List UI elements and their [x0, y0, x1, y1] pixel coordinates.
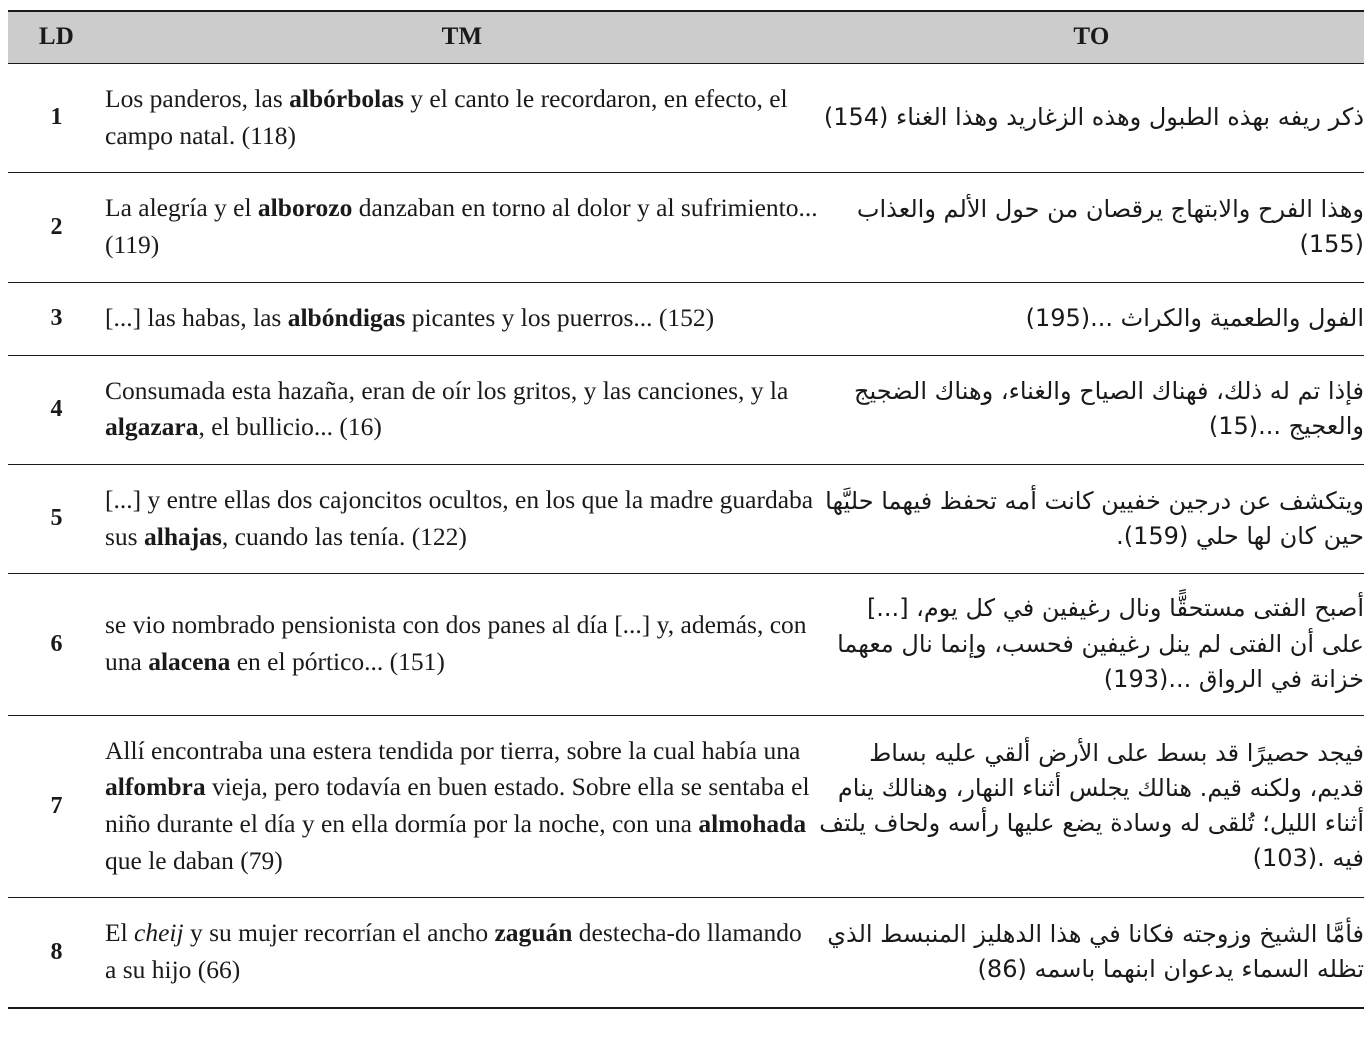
target-text-cell [105, 173, 819, 282]
table-row [8, 898, 1364, 1008]
tm-highlight-term-secondary: almohada [698, 809, 807, 838]
tm-text-mid: vieja, pero todavía en buen estado. Sobre ella se sentaba el niño durante el día y en ella dormía por la noche, con una [105, 772, 810, 838]
tm-highlight-term: alacena [148, 647, 231, 677]
table-row [8, 282, 1364, 355]
tm-text-pre: se vio nombrado pensionista con dos panes al día [...] y, además, con una [105, 610, 807, 677]
column-header-ld: LD [8, 11, 105, 64]
table-header [8, 11, 1364, 64]
tm-text-post: picantes y los puerros... (152) [405, 302, 715, 332]
row-number: 1 [8, 64, 105, 173]
comparison-table-container [8, 10, 1364, 1009]
target-text-cell [105, 715, 819, 898]
tm-text-pre: Los panderos, las [105, 84, 290, 113]
tm-highlight-term: alborozo [257, 193, 353, 223]
tm-text-pre: [...] y entre ellas dos cajoncitos ocultos, en los que la madre guardaba sus [105, 485, 814, 551]
tm-text-pre: [...] las habas, las [105, 302, 288, 332]
tm-text-pre: La alegría y el [105, 193, 258, 223]
tm-text-post: danzaban en torno al dolor y al sufrimiento... (119) [105, 193, 818, 260]
table-row [8, 715, 1364, 898]
column-header-to: TO [819, 11, 1364, 64]
tm-text-post: destecha-do llamando a su hijo (66) [105, 918, 802, 985]
tm-text-pre: El [105, 918, 135, 948]
row-number: 8 [8, 898, 105, 1008]
tm-text-post: que le daban (79) [105, 845, 283, 875]
tm-text-mid: y su mujer recorrían el ancho [183, 918, 495, 948]
tm-text-pre: Allí encontraba una estera tendida por tierra, sobre la cual había una [105, 735, 801, 765]
tm-highlight-term: alhajas [143, 521, 222, 551]
table-row [8, 574, 1364, 715]
table-row [8, 355, 1364, 464]
source-text-cell: فيجد حصيرًا قد بسط على الأرض ألقي عليه بساط قديم، ولكنه قيم. هنالك يجلس أثناء النهار، وهنالك ينام أثناء الليل؛ تُلقى له وسادة يضع عليها رأسه ولحاف يلتف فيه .(103) [819, 715, 1364, 898]
target-text-cell [105, 64, 819, 173]
tm-text-post: en el pórtico... (151) [230, 647, 445, 677]
tm-text-post: y el canto le recordaron, en efecto, el campo natal. (118) [105, 84, 788, 150]
translation-comparison-table [8, 10, 1364, 1009]
tm-italic-term: cheij [134, 918, 184, 948]
table-body [8, 64, 1364, 1008]
table-row [8, 173, 1364, 282]
source-text-cell: الفول والطعمية والكراث ...(195) [819, 282, 1364, 355]
source-text-cell: أصبح الفتى مستحقًّا ونال رغيفين في كل يوم، [...] على أن الفتى لم ينل رغيفين فحسب، وإنما نال معهما خزانة في الرواق ...(193) [819, 574, 1364, 715]
source-text-cell: ذكر ريفه بهذه الطبول وهذه الزغاريد وهذا الغناء (154) [819, 64, 1364, 173]
target-text-cell [105, 898, 819, 1008]
header-row [8, 11, 1364, 64]
table-row [8, 64, 1364, 173]
row-number: 2 [8, 173, 105, 282]
tm-text-post: , el bullicio... (16) [198, 412, 382, 442]
table-row [8, 465, 1364, 574]
tm-highlight-term: albórbolas [289, 84, 404, 113]
column-header-tm: TM [105, 11, 819, 64]
row-number: 5 [8, 465, 105, 574]
tm-text-post: , cuando las tenía. (122) [221, 521, 467, 551]
source-text-cell: فإذا تم له ذلك، فهناك الصياح والغناء، وهناك الضجيج والعجيج ...(15) [819, 355, 1364, 464]
row-number: 6 [8, 574, 105, 715]
target-text-cell [105, 574, 819, 715]
tm-highlight-term: algazara [105, 412, 199, 442]
source-text-cell: فأمَّا الشيخ وزوجته فكانا في هذا الدهليز المنبسط الذي تظله السماء يدعوان ابنهما باسمه (86) [819, 898, 1364, 1008]
tm-text-pre: Consumada esta hazaña, eran de oír los gritos, y las canciones, y la [105, 375, 789, 405]
row-number: 7 [8, 715, 105, 898]
tm-highlight-term: alfombra [105, 772, 206, 802]
row-number: 3 [8, 282, 105, 355]
row-number: 4 [8, 355, 105, 464]
target-text-cell [105, 465, 819, 574]
target-text-cell [105, 355, 819, 464]
target-text-cell [105, 282, 819, 355]
source-text-cell: وهذا الفرح والابتهاج يرقصان من حول الألم والعذاب (155) [819, 173, 1364, 282]
tm-highlight-term: albóndigas [287, 302, 406, 332]
source-text-cell: ويتكشف عن درجين خفيين كانت أمه تحفظ فيهما حليَّها حين كان لها حلي (159). [819, 465, 1364, 574]
tm-highlight-term: zaguán [494, 918, 573, 948]
